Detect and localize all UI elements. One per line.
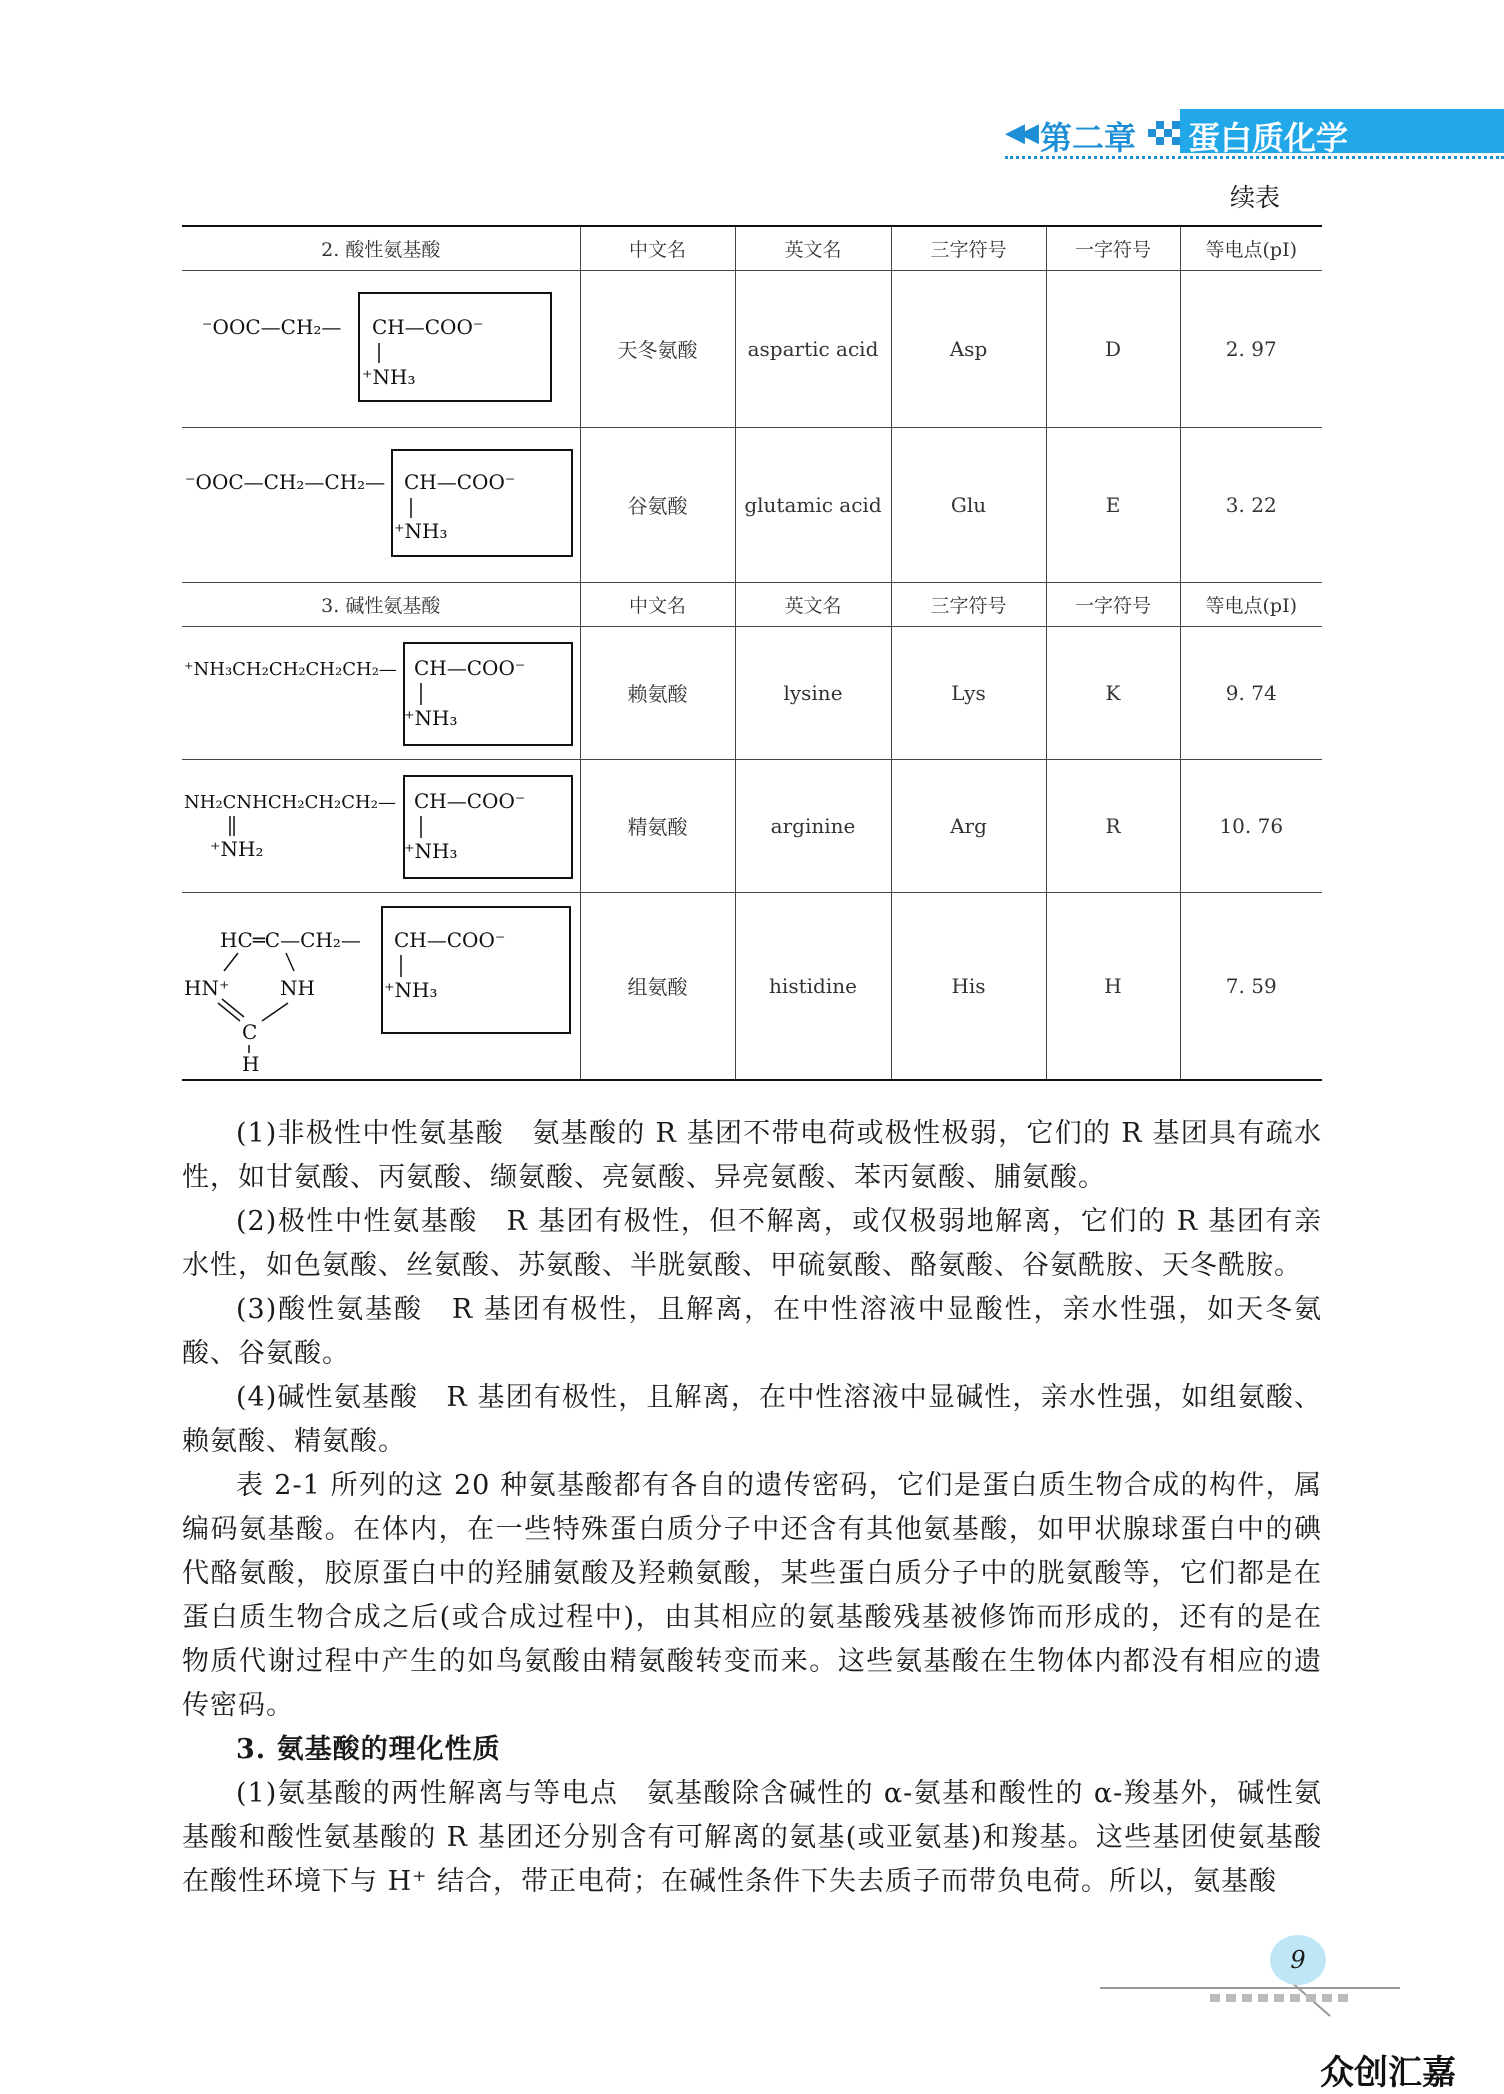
watermark-logo: 众创汇嘉	[1320, 2053, 1456, 2093]
cell-pi: 3. 22	[1180, 427, 1322, 582]
cell-chinese-name: 赖氨酸	[580, 626, 735, 759]
chapter-header	[1005, 105, 1504, 165]
cell-one-letter: K	[1046, 626, 1180, 759]
paragraph	[182, 1200, 1322, 1288]
term: (4)碱性氨基酸	[236, 1382, 419, 1413]
formula-core: CH—COO⁻	[414, 655, 526, 680]
formula-amine: ⁺NH₃	[362, 364, 416, 389]
column-header: 一字符号	[1046, 226, 1180, 270]
column-header: 中文名	[580, 226, 735, 270]
cell-pi: 7. 59	[1180, 892, 1322, 1080]
page-number: 9	[1290, 1946, 1306, 1974]
chapter-title-bar	[1180, 109, 1504, 157]
column-header: 等电点(pI)	[1180, 226, 1322, 270]
column-header: 一字符号	[1046, 582, 1180, 626]
term: (2)极性中性氨基酸	[236, 1206, 478, 1237]
formula-ring-carbon: C	[242, 1019, 258, 1044]
table-row	[182, 270, 1322, 427]
paragraph-text: 氨基酸除含碱性的 α-氨基和酸性的 α-羧基外，碱性氨基酸和酸性氨基酸的 R 基团还分别含有可解离的氨基(或亚氨基)和羧基。这些基团使氨基酸在酸性环境下与 H⁺ 结合，带正电荷；在碱性条件下失去质子而带负电荷。所以，氨基酸	[182, 1778, 1323, 1897]
formula-ring-right: NH	[280, 975, 315, 1000]
table-row	[182, 626, 1322, 759]
column-header: 三字符号	[891, 582, 1046, 626]
cell-one-letter: H	[1046, 892, 1180, 1080]
formula-core: CH—COO⁻	[372, 314, 484, 339]
formula-ring-hydrogen: H	[242, 1051, 260, 1076]
header-dotted-rule	[1005, 156, 1504, 159]
formula-amine: ⁺NH₃	[404, 838, 458, 863]
formula-amine: ⁺NH₃	[404, 705, 458, 730]
column-header: 等电点(pI)	[1180, 582, 1322, 626]
term: (1)氨基酸的两性解离与等电点	[236, 1778, 619, 1809]
cell-three-letter: His	[891, 892, 1046, 1080]
formula-chain: ⁻OOC—CH₂—	[202, 314, 342, 339]
cell-pi: 2. 97	[1180, 270, 1322, 427]
group-label: 2. 酸性氨基酸	[182, 226, 580, 270]
chapter-title: 蛋白质化学	[1188, 119, 1349, 157]
cell-one-letter: D	[1046, 270, 1180, 427]
formula-chain: ⁺NH₃CH₂CH₂CH₂CH₂—	[184, 658, 397, 680]
formula-chain: NH₂CNHCH₂CH₂CH₂—	[184, 791, 396, 813]
formula-amine: ⁺NH₃	[384, 977, 438, 1002]
formula-amine: ⁺NH₃	[394, 518, 448, 543]
formula-guanidino: ⁺NH₂	[210, 836, 264, 861]
structure-glutamate	[182, 427, 580, 582]
cell-english-name: arginine	[735, 759, 891, 892]
cell-three-letter: Glu	[891, 427, 1046, 582]
paragraph-text: 氨基酸的 R 基团不带电荷或极性极弱，它们的 R 基团具有疏水性，如甘氨酸、丙氨酸、缬氨酸、亮氨酸、异亮氨酸、苯丙氨酸、脯氨酸。	[182, 1118, 1322, 1193]
acidic-header-row	[182, 226, 1322, 270]
term: (1)非极性中性氨基酸	[236, 1118, 505, 1149]
paragraph	[182, 1376, 1322, 1464]
structure-histidine	[182, 892, 580, 1080]
structure-aspartate	[182, 270, 580, 427]
formula-core: CH—COO⁻	[404, 469, 516, 494]
formula-core: CH—COO⁻	[394, 927, 506, 952]
page-number-badge	[1270, 1935, 1326, 1985]
group-label: 3. 碱性氨基酸	[182, 582, 580, 626]
column-header: 中文名	[580, 582, 735, 626]
table-row	[182, 759, 1322, 892]
cell-one-letter: E	[1046, 427, 1180, 582]
cell-three-letter: Lys	[891, 626, 1046, 759]
body-text	[182, 1112, 1322, 1904]
cell-pi: 9. 74	[1180, 626, 1322, 759]
cell-chinese-name: 谷氨酸	[580, 427, 735, 582]
table-continued-label: 续表	[1230, 183, 1281, 212]
column-header: 英文名	[735, 226, 891, 270]
paragraph	[182, 1288, 1322, 1376]
formula-ring-top: HC═C—CH₂—	[220, 927, 361, 952]
formula-core: CH—COO⁻	[414, 788, 526, 813]
cell-english-name: lysine	[735, 626, 891, 759]
cell-three-letter: Asp	[891, 270, 1046, 427]
cell-chinese-name: 精氨酸	[580, 759, 735, 892]
column-header: 英文名	[735, 582, 891, 626]
paragraph	[182, 1772, 1322, 1904]
paragraph: 表 2-1 所列的这 20 种氨基酸都有各自的遗传密码，它们是蛋白质生物合成的构件，属编码氨基酸。在体内，在一些特殊蛋白质分子中还含有其他氨基酸，如甲状腺球蛋白中的碘代酪氨酸，胶原蛋白中的羟脯氨酸及羟赖氨酸，某些蛋白质分子中的胱氨酸等，它们都是在蛋白质生物合成之后(或合成过程中)，由其相应的氨基酸残基被修饰而形成的，还有的是在物质代谢过程中产生的如鸟氨酸由精氨酸转变而来。这些氨基酸在生物体内都没有相应的遗传密码。	[182, 1470, 1322, 1721]
footer-decoration-icon	[1100, 1970, 1400, 2020]
cell-chinese-name: 组氨酸	[580, 892, 735, 1080]
cell-chinese-name: 天冬氨酸	[580, 270, 735, 427]
cell-one-letter: R	[1046, 759, 1180, 892]
amino-acid-table	[182, 225, 1322, 1081]
structure-arginine	[182, 759, 580, 892]
formula-chain: ⁻OOC—CH₂—CH₂—	[185, 469, 386, 494]
cell-english-name: aspartic acid	[735, 270, 891, 427]
cell-english-name: glutamic acid	[735, 427, 891, 582]
structure-lysine	[182, 626, 580, 759]
paragraph-text: R 基团有极性，且解离，在中性溶液中显酸性，亲水性强，如天冬氨酸、谷氨酸。	[182, 1294, 1323, 1369]
double-left-arrow-icon: ◀◀	[1005, 118, 1033, 148]
chapter-label: 第二章	[1040, 119, 1137, 157]
paragraph-text: R 基团有极性，但不解离，或仅极弱地解离，它们的 R 基团有亲水性，如色氨酸、丝氨酸、苏氨酸、半胱氨酸、甲硫氨酸、酪氨酸、谷氨酰胺、天冬酰胺。	[182, 1206, 1323, 1281]
cell-english-name: histidine	[735, 892, 891, 1080]
section-title: 3. 氨基酸的理化性质	[236, 1734, 501, 1765]
formula-ring-left: HN⁺	[184, 975, 230, 1000]
cell-pi: 10. 76	[1180, 759, 1322, 892]
basic-header-row	[182, 582, 1322, 626]
term: (3)酸性氨基酸	[236, 1294, 423, 1325]
table-row	[182, 892, 1322, 1080]
table-row	[182, 427, 1322, 582]
paragraph-text: R 基团有极性，且解离，在中性溶液中显碱性，亲水性强，如组氨酸、赖氨酸、精氨酸。	[182, 1382, 1323, 1457]
paragraph	[182, 1112, 1322, 1200]
column-header: 三字符号	[891, 226, 1046, 270]
cell-three-letter: Arg	[891, 759, 1046, 892]
